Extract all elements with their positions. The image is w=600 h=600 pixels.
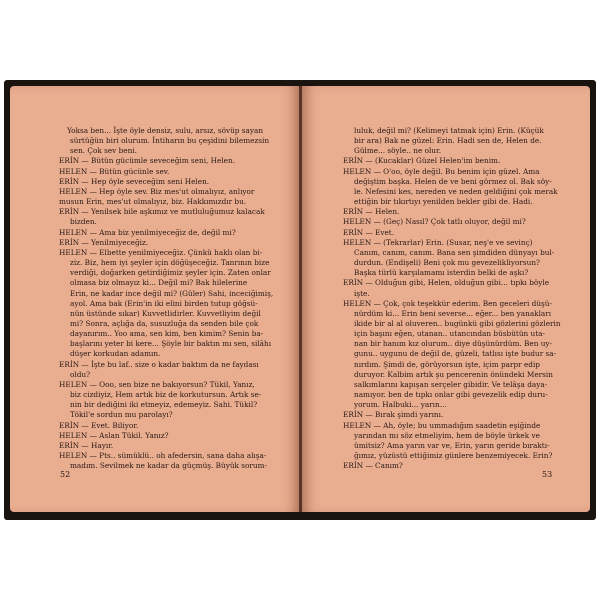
text-line: verdiği, doğarken getirdiğimiz şeyler için. Zaten onlar [70,268,271,278]
text-line: ERİN — Yenilmiyeceğiz. [59,237,149,247]
text-line: biz cizdiyiz, Hem artık biz de korkutursun. Artık se- [70,390,262,400]
text-line: olmasa biz olmayız ki... Değil mi? Bak hilelerine [70,278,248,288]
text-line: oldu? [70,369,91,379]
text-line: ümitsiz? Ama yarın var ve, Erin, yarın geride bıraktı- [354,440,550,450]
text-line: nün üstünde sıkar) Kuvvetlidirler. Kuvvetliyim değil [70,308,261,318]
text-line: ERİN — Canım? [343,461,403,471]
right-page-number: 53 [542,470,553,479]
text-line: ERİN — Evet. [343,227,395,237]
text-line: namıyor. ben de tıpkı onlar gibi gevezelik edip duru- [354,390,548,400]
text-line: durdun. (Endişeli) Beni çok mu gevezelikliyorsun? [354,258,540,268]
text-line: Yoksa ben... İşte öyle densiz, sulu, arsız, sövüp sayan [67,126,264,135]
text-line: ikide bir al al oluveren.. bugünkü gibi gözlerini gözlerin [354,318,561,328]
text-line: dayanırım.. Yoo ama, sen kim, ben kimim? Senin ba- [70,329,264,339]
text-line: madım. Sevilmek ne kadar da güçmüş. Büyük sorum- [70,461,267,471]
text-line: Başka türlü karşılamamı isterdin belki de aşkı? [354,268,529,278]
text-line: ERİN — Bırak şimdi yarını. [343,410,444,420]
text-line: yorum. Halbuki... yarın... [354,400,447,410]
text-line: ERİN — Bütün gücümle seveceğim seni, Helen. [59,156,236,166]
text-line: yarından mı söz etmeliyim, hem de böyle ürkek ve [354,430,540,440]
text-line: HELEN — Hep öyle sev. Biz mes'ut olmalıyız, anlıyor [59,186,255,196]
text-line: değiştim başka. Helen de ve beni görmez ol. Bak söy- [354,176,552,186]
text-line: HELEN — Çok, çok teşekkür ederim. Ben geceleri düşü- [343,298,552,308]
text-line: HELEN — Bütün gücünle sev. [59,166,170,176]
text-line: başlarını yeter bi kere... Şöyle bir baktın mı sen, silâhı [70,339,272,349]
text-line: nan bir hanım kız olurum.. diye düşünürdüm. Ben uy- [354,339,552,349]
text-line: Canım, canım, canım. Bana sen şimdiden dünyayı bul- [354,247,555,257]
text-line: işte. [354,288,370,298]
text-line: ayol. Ama bak (Erin'in iki elini birden tutup göğsü- [70,298,258,308]
text-line: HELEN — (Tekrarlar) Erin. (Susar, neş'e ve sevinç) [343,237,533,247]
text-line: Gülme... söyle.. ne olur. [354,146,442,156]
text-line: ERİN — Yenilsek bile aşkımız ve mutluluğumuz kalacak [59,207,265,217]
text-line: duruyor. Kalbim artık şu pencerenin önündeki Mersin [354,369,553,379]
text-line: Tökil'e sordun mu parolayı? [70,410,173,420]
text-line: nırdım. Şimdi de, görüyorsun işte, içim parpr edip [354,359,540,369]
text-line: luluk, değil mi? (Kelimeyi tatmak için) Erin. (Küçük [354,126,544,135]
text-line: ettiğin bir tıkırtıyı yenilden bekler gibi de. Hadi. [354,197,533,207]
text-line: ERİN — Hayır. [59,440,114,450]
text-line: için başını eğen, utanan.. utancından büsbütün uta- [354,329,545,339]
text-line: ziz. Biz, hem iyi şeyler için döğüşeceğiz. Tanrının bize [70,258,270,268]
text-line: düşer korkudan adamın. [70,349,161,359]
text-line: bir ara) Bak ne güzel: Erin. Hadi sen de, Helen de. [354,136,542,146]
left-page [10,86,299,512]
text-line: HELEN — Aslan Tükil. Yanız? [59,430,169,440]
text-line: salkımlarını kapışan serçeler gibidir. Ve telâşa daya- [354,379,548,389]
text-line: ERİN — Hep öyle seveceğim seni Helen. [59,176,210,186]
text-line: HELEN — O'oo, öyle değil. Bu benim için güzel. Ama [343,166,540,176]
left-page-number: 52 [60,470,71,479]
text-line: nürdüm ki... Erin beni severse... eğer... ben yanakları [354,308,552,318]
text-line: HELEN — Ama biz yenilmiyeceğiz de, değil mi? [59,227,236,237]
text-line: HELEN — Ooo, sen bize ne bakıyorsun? Tükil, Yanız, [59,379,255,389]
text-line: ERİN — Olduğun gibi, Helen, olduğun gibi... tıpkı böyle [343,278,550,288]
text-line: ERİN — İşte bu laf.. size o kadar baktım da ne faydası [59,359,259,369]
text-line: HELEN — (Geç) Nasıl? Çok tatlı oluyor, değil mi? [343,217,526,227]
text-line: ERİN — Evet. Biliyor. [59,420,139,430]
text-line: gunu.. uygunu de değil de, güzeli, tatlısı işte budur sa- [354,349,557,359]
text-line: sen. Çok sev beni. [70,146,137,156]
text-line: musun Erin, mes'ut olmalıyız, biz. Hakkımızdır bu. [59,197,247,207]
text-line: le. Nefesini kes, nereden ve neden geldiğini çok merak [354,186,558,196]
text-line: mi? Sonra, açlığa da, susuzluğa da senden bile çok [70,318,259,328]
text-line: nin bir dediğini iki etmeyiz, edemeyiz. Sahi. Tükil? [70,400,258,410]
text-line: ERİN — (Kucaklar) Güzel Helen'im benim. [343,156,501,166]
right-page [302,86,590,512]
text-line: Erin, ne kadar ince değil mi? (Güler) Sahi, inceciğimiş, [70,288,274,298]
text-line: sürtüğün biri olurum. İntiharın bu çeşidini bilemezsin [70,136,270,146]
text-line: HELEN — Ah, öyle; bu ummadığım saadetin eşiğinde [343,420,541,430]
text-line: HELEN — Pts.. sümüklü.. oh afedersin, sana daha alışa- [59,451,267,460]
text-line: ğımız, yüzüstü ettiğimiz günlere benzemiyecek. Erin? [354,451,553,460]
text-line: HELEN — Elbette yenilmiyeceğiz. Çünkü haklı olan bi- [59,247,263,257]
left-page-text [59,126,287,471]
right-page-text [343,126,575,471]
text-line: ERİN — Helen. [343,207,400,217]
text-line: bizden. [70,217,97,227]
